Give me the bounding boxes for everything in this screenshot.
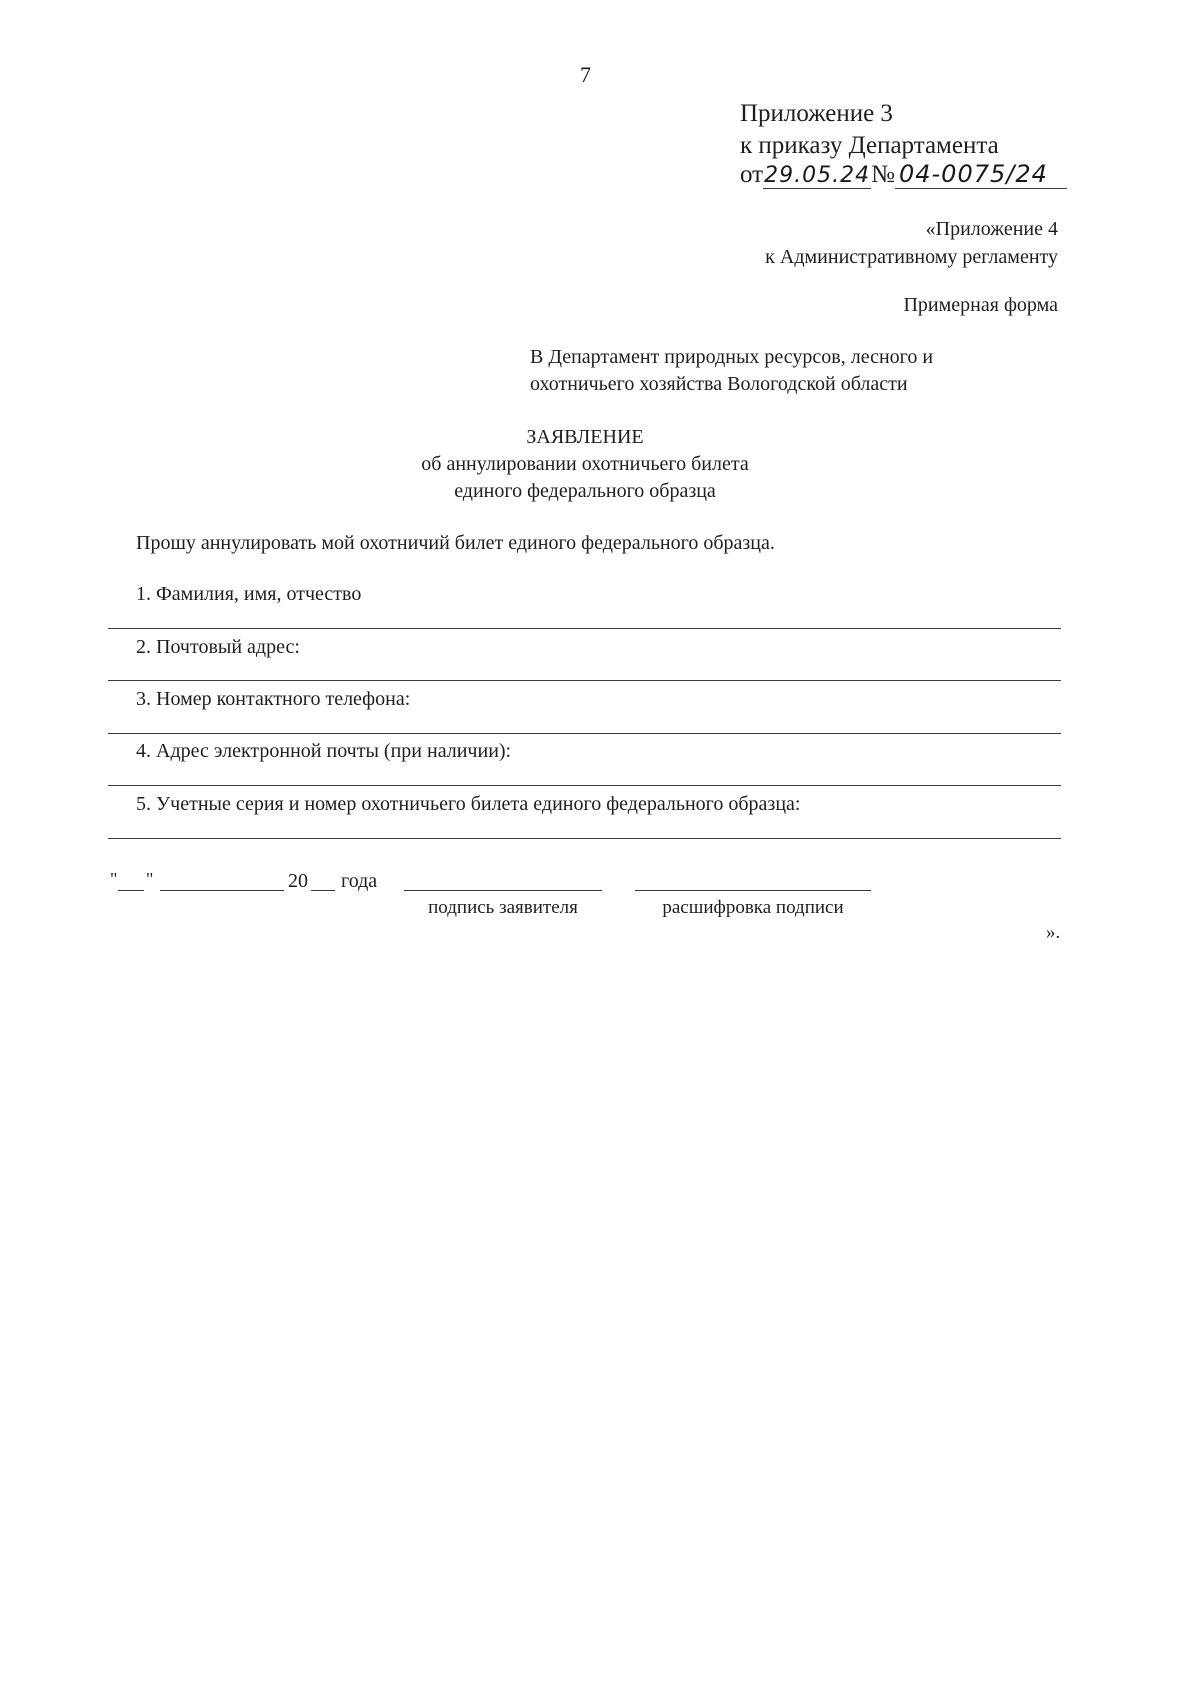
order-number: 04-0075/24 bbox=[895, 160, 1067, 189]
order-date: 29.05.24 bbox=[764, 163, 871, 188]
addressee-line1: В Департамент природных ресурсов, лесного и bbox=[530, 346, 934, 368]
number-sign: № bbox=[871, 161, 895, 188]
request-text: Прошу аннулировать мой охотничий билет единого федерального образца. bbox=[136, 532, 775, 554]
field-full-name-label: 1. Фамилия, имя, отчество bbox=[136, 583, 362, 605]
date-year-prefix: 20 bbox=[288, 870, 308, 892]
field-email-label: 4. Адрес электронной почты (при наличии): bbox=[136, 740, 512, 762]
field-postal-address-label: 2. Почтовый адрес: bbox=[136, 636, 300, 658]
date-year-suffix: года bbox=[341, 870, 378, 892]
closing-quote: ». bbox=[1046, 922, 1061, 943]
regulation-ref-line1: «Приложение 4 bbox=[925, 218, 1058, 240]
page-number: 7 bbox=[580, 62, 591, 87]
date-year-blank[interactable] bbox=[311, 890, 335, 891]
date-month-blank[interactable] bbox=[160, 890, 284, 891]
appendix-line1: Приложение 3 bbox=[740, 100, 893, 127]
appendix-line2: к приказу Департамента bbox=[740, 132, 999, 159]
appendix-from-line bbox=[740, 160, 1067, 189]
field-phone-line[interactable] bbox=[108, 733, 1061, 734]
signature-decoding-caption: расшифровка подписи bbox=[662, 897, 844, 918]
from-prefix: от bbox=[740, 161, 764, 188]
field-full-name-line[interactable] bbox=[108, 628, 1061, 629]
field-postal-address-line[interactable] bbox=[108, 680, 1061, 681]
signature-caption: подпись заявителя bbox=[428, 897, 578, 918]
date-day-blank[interactable] bbox=[118, 890, 144, 891]
addressee-line2: охотничьего хозяйства Вологодской области bbox=[530, 373, 908, 395]
signature-line[interactable] bbox=[404, 890, 602, 891]
field-ticket-series-label: 5. Учетные серия и номер охотничьего билета единого федерального образца: bbox=[136, 793, 801, 815]
field-email-line[interactable] bbox=[108, 785, 1061, 786]
form-type: Примерная форма bbox=[903, 294, 1058, 316]
regulation-ref-line2: к Административному регламенту bbox=[765, 246, 1058, 268]
document-subtitle-line1: об аннулировании охотничьего билета bbox=[421, 453, 749, 475]
field-ticket-series-line[interactable] bbox=[108, 838, 1061, 839]
date-quote-close: " bbox=[146, 869, 154, 889]
document-subtitle-line2: единого федерального образца bbox=[454, 480, 716, 502]
date-quote-open: " bbox=[110, 869, 118, 889]
signature-decoding-line[interactable] bbox=[635, 890, 871, 891]
field-phone-label: 3. Номер контактного телефона: bbox=[136, 688, 411, 710]
document-title: ЗАЯВЛЕНИЕ bbox=[526, 426, 644, 448]
